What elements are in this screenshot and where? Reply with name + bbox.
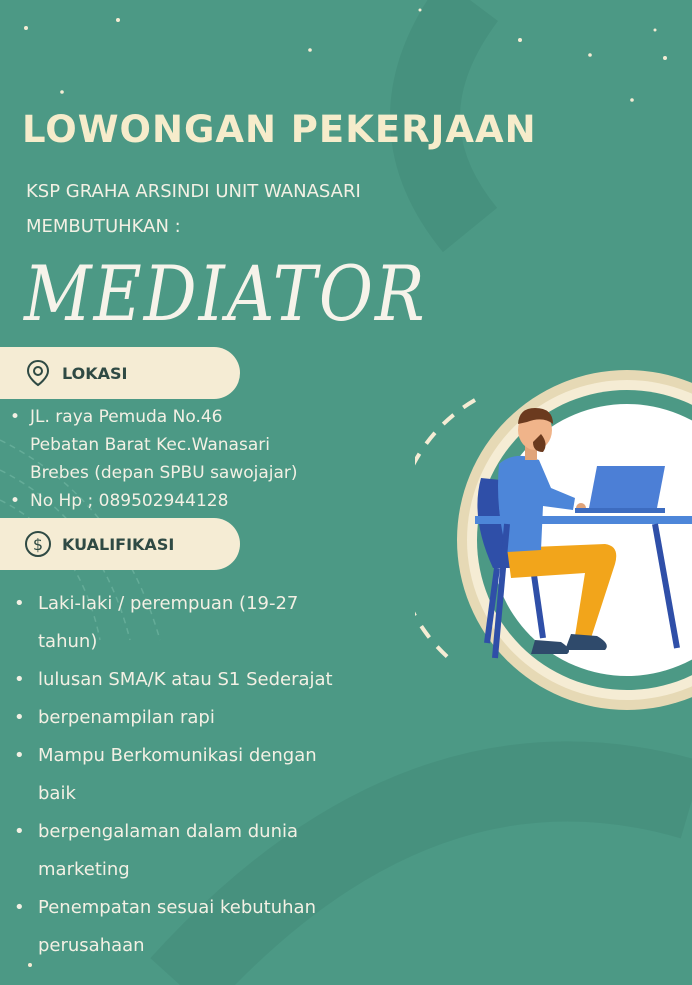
bullet: •: [14, 669, 25, 690]
qualifications-heading: KUALIFIKASI: [62, 534, 175, 554]
list-item-text: Laki-laki / perempuan (19-27 tahun): [38, 593, 299, 652]
location-line: [10, 459, 298, 487]
location-line: [10, 403, 298, 431]
location-line-text: JL. raya Pemuda No.46: [30, 407, 223, 427]
bullet: •: [14, 745, 25, 766]
location-heading: LOKASI: [62, 363, 128, 383]
list-item: [14, 661, 333, 699]
list-item-text: berpengalaman dalam dunia marketing: [38, 821, 299, 880]
location-list: [10, 403, 298, 515]
list-item: [14, 585, 333, 661]
list-item-text: Mampu Berkomunikasi dengan baik: [38, 745, 317, 804]
worker-illustration: [415, 368, 692, 713]
location-line-text: Brebes (depan SPBU sawojajar): [30, 463, 298, 483]
phone-line: [10, 487, 298, 515]
bullet: [10, 431, 30, 459]
svg-text:$: $: [32, 535, 44, 554]
list-item-text: lulusan SMA/K atau S1 Sederajat: [38, 669, 333, 690]
bullet: •: [14, 593, 25, 614]
bullet: •: [14, 821, 25, 842]
list-item: [14, 813, 333, 889]
list-item-text: Penempatan sesuai kebutuhan perusahaan: [38, 897, 316, 956]
list-item: [14, 737, 333, 813]
dollar-coin-icon: [24, 530, 52, 558]
company-line: KSP GRAHA ARSINDI UNIT WANASARI: [26, 181, 361, 202]
location-header: [0, 347, 240, 399]
phone-number: No Hp ; 089502944128: [30, 491, 229, 511]
list-item-text: berpenampilan rapi: [38, 707, 215, 728]
qualifications-list: [14, 585, 333, 965]
bullet: [10, 459, 30, 487]
location-line-text: Pebatan Barat Kec.Wanasari: [30, 435, 270, 455]
bullet: •: [10, 491, 21, 511]
poster-title: LOWONGAN PEKERJAAN: [22, 108, 537, 151]
bullet: •: [14, 707, 25, 728]
qualifications-header: [0, 518, 240, 570]
bullet: •: [10, 407, 21, 427]
bullet: •: [14, 897, 25, 918]
role-title: MEDIATOR: [24, 250, 427, 339]
needs-line: MEMBUTUHKAN :: [26, 216, 181, 237]
list-item: [14, 889, 333, 965]
map-pin-icon: [24, 359, 52, 387]
location-line: [10, 431, 298, 459]
list-item: [14, 699, 333, 737]
